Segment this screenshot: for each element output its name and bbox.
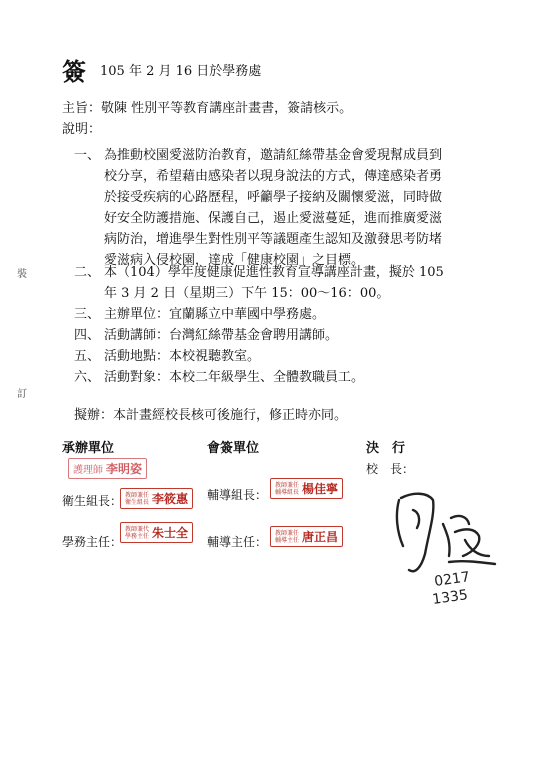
stamp-name: 李明姿 [106,462,143,476]
item-line: 病防治，增進學生對性別平等議題產生認知及激發思考防堵 [104,232,443,247]
stamp-title [275,530,299,544]
item-line: 於接受疾病的心路歷程，呼籲學子接納及關懷愛滋，同時做 [104,190,443,205]
item-line: 校分享，希望藉由感染者以現身說法的方式，傳達感染者勇 [104,169,443,184]
counseling-director-stamp [270,526,343,547]
item-line: 愛滋病入侵校園，達成「健康校園」之目標。 [104,253,365,268]
item-line: 主辦單位：宜蘭縣立中華國中學務處。 [104,307,326,322]
staple-mark: 訂 [17,389,27,400]
stamp-title [275,482,299,496]
explain-item-2 [74,263,514,303]
organizer-heading: 承辦單位 [62,441,115,456]
stamp-title-line: 輔導組長 [275,488,300,496]
explain-item-1 [74,146,514,266]
principal-signature [385,470,505,610]
health-leader-label: 衛生組長： [62,494,123,508]
stamp-title-line: 教師兼任 [125,491,150,499]
decision-heading: 決 行 [366,441,406,456]
item-line: 好安全防護措施、保護自己，遏止愛滋蔓延，進而推廣愛滋 [104,211,443,226]
stamp-title-line: 教師兼任 [275,529,300,537]
stamp-title-line: 輔導主任 [275,536,300,544]
item-line: 活動對象：本校二年級學生、全體教職員工。 [104,370,365,385]
student-affairs-stamp [120,522,193,543]
item-line: 年 3 月 2 日（星期三）下午 15：00～16：00。 [104,286,390,301]
student-affairs-label: 學務主任： [62,535,123,549]
nurse-stamp [68,458,147,479]
counseling-leader-label: 輔導組長： [207,488,268,502]
sign-title: 簽 [62,57,86,86]
item-line: 活動地點：本校視聽教室。 [104,349,261,364]
item-number: 二、 [74,265,101,280]
stamp-title-line: 衛生組長 [125,498,150,506]
item-number: 一、 [74,148,101,163]
svg-text:0217: 0217 [433,569,471,590]
co-sign-heading: 會簽單位 [207,441,260,456]
item-number: 五、 [74,349,101,364]
explain-label: 說明： [62,122,102,137]
health-leader-stamp [120,488,193,509]
item-line: 活動講師：台灣紅絲帶基金會聘用講師。 [104,328,339,343]
binding-mark: 裝 [17,269,27,280]
item-line: 本（104）學年度健康促進性教育宣導講座計畫，擬於 105 [104,265,444,280]
stamp-title: 護理師 [73,465,103,476]
subject-line: 主旨：敬陳 性別平等教育講座計畫書，簽請核示。 [62,101,353,116]
stamp-name: 楊佳寧 [302,482,339,496]
stamp-title-line: 教師兼任 [275,481,300,489]
stamp-title-line: 教師兼代 [125,525,150,533]
counseling-leader-stamp [270,478,343,499]
stamp-name: 朱士全 [152,526,189,540]
proposal-line: 擬辦：本計畫經校長核可後施行，修正時亦同。 [74,408,348,423]
item-number: 六、 [74,370,101,385]
stamp-title [125,492,149,506]
stamp-title [125,526,149,540]
document-date: 105 年 2 月 16 日於學務處 [100,64,262,79]
svg-text:1335: 1335 [431,587,469,608]
principal-label: 校 長： [366,462,415,476]
stamp-name: 李筱惠 [152,492,189,506]
stamp-title-line: 學務主任 [125,532,150,540]
item-number: 三、 [74,307,101,322]
counseling-director-label: 輔導主任： [207,535,268,549]
item-number: 四、 [74,328,101,343]
stamp-name: 唐正昌 [302,530,339,544]
item-line: 為推動校園愛滋防治教育，邀請紅絲帶基金會愛現幫成員到 [104,148,443,163]
